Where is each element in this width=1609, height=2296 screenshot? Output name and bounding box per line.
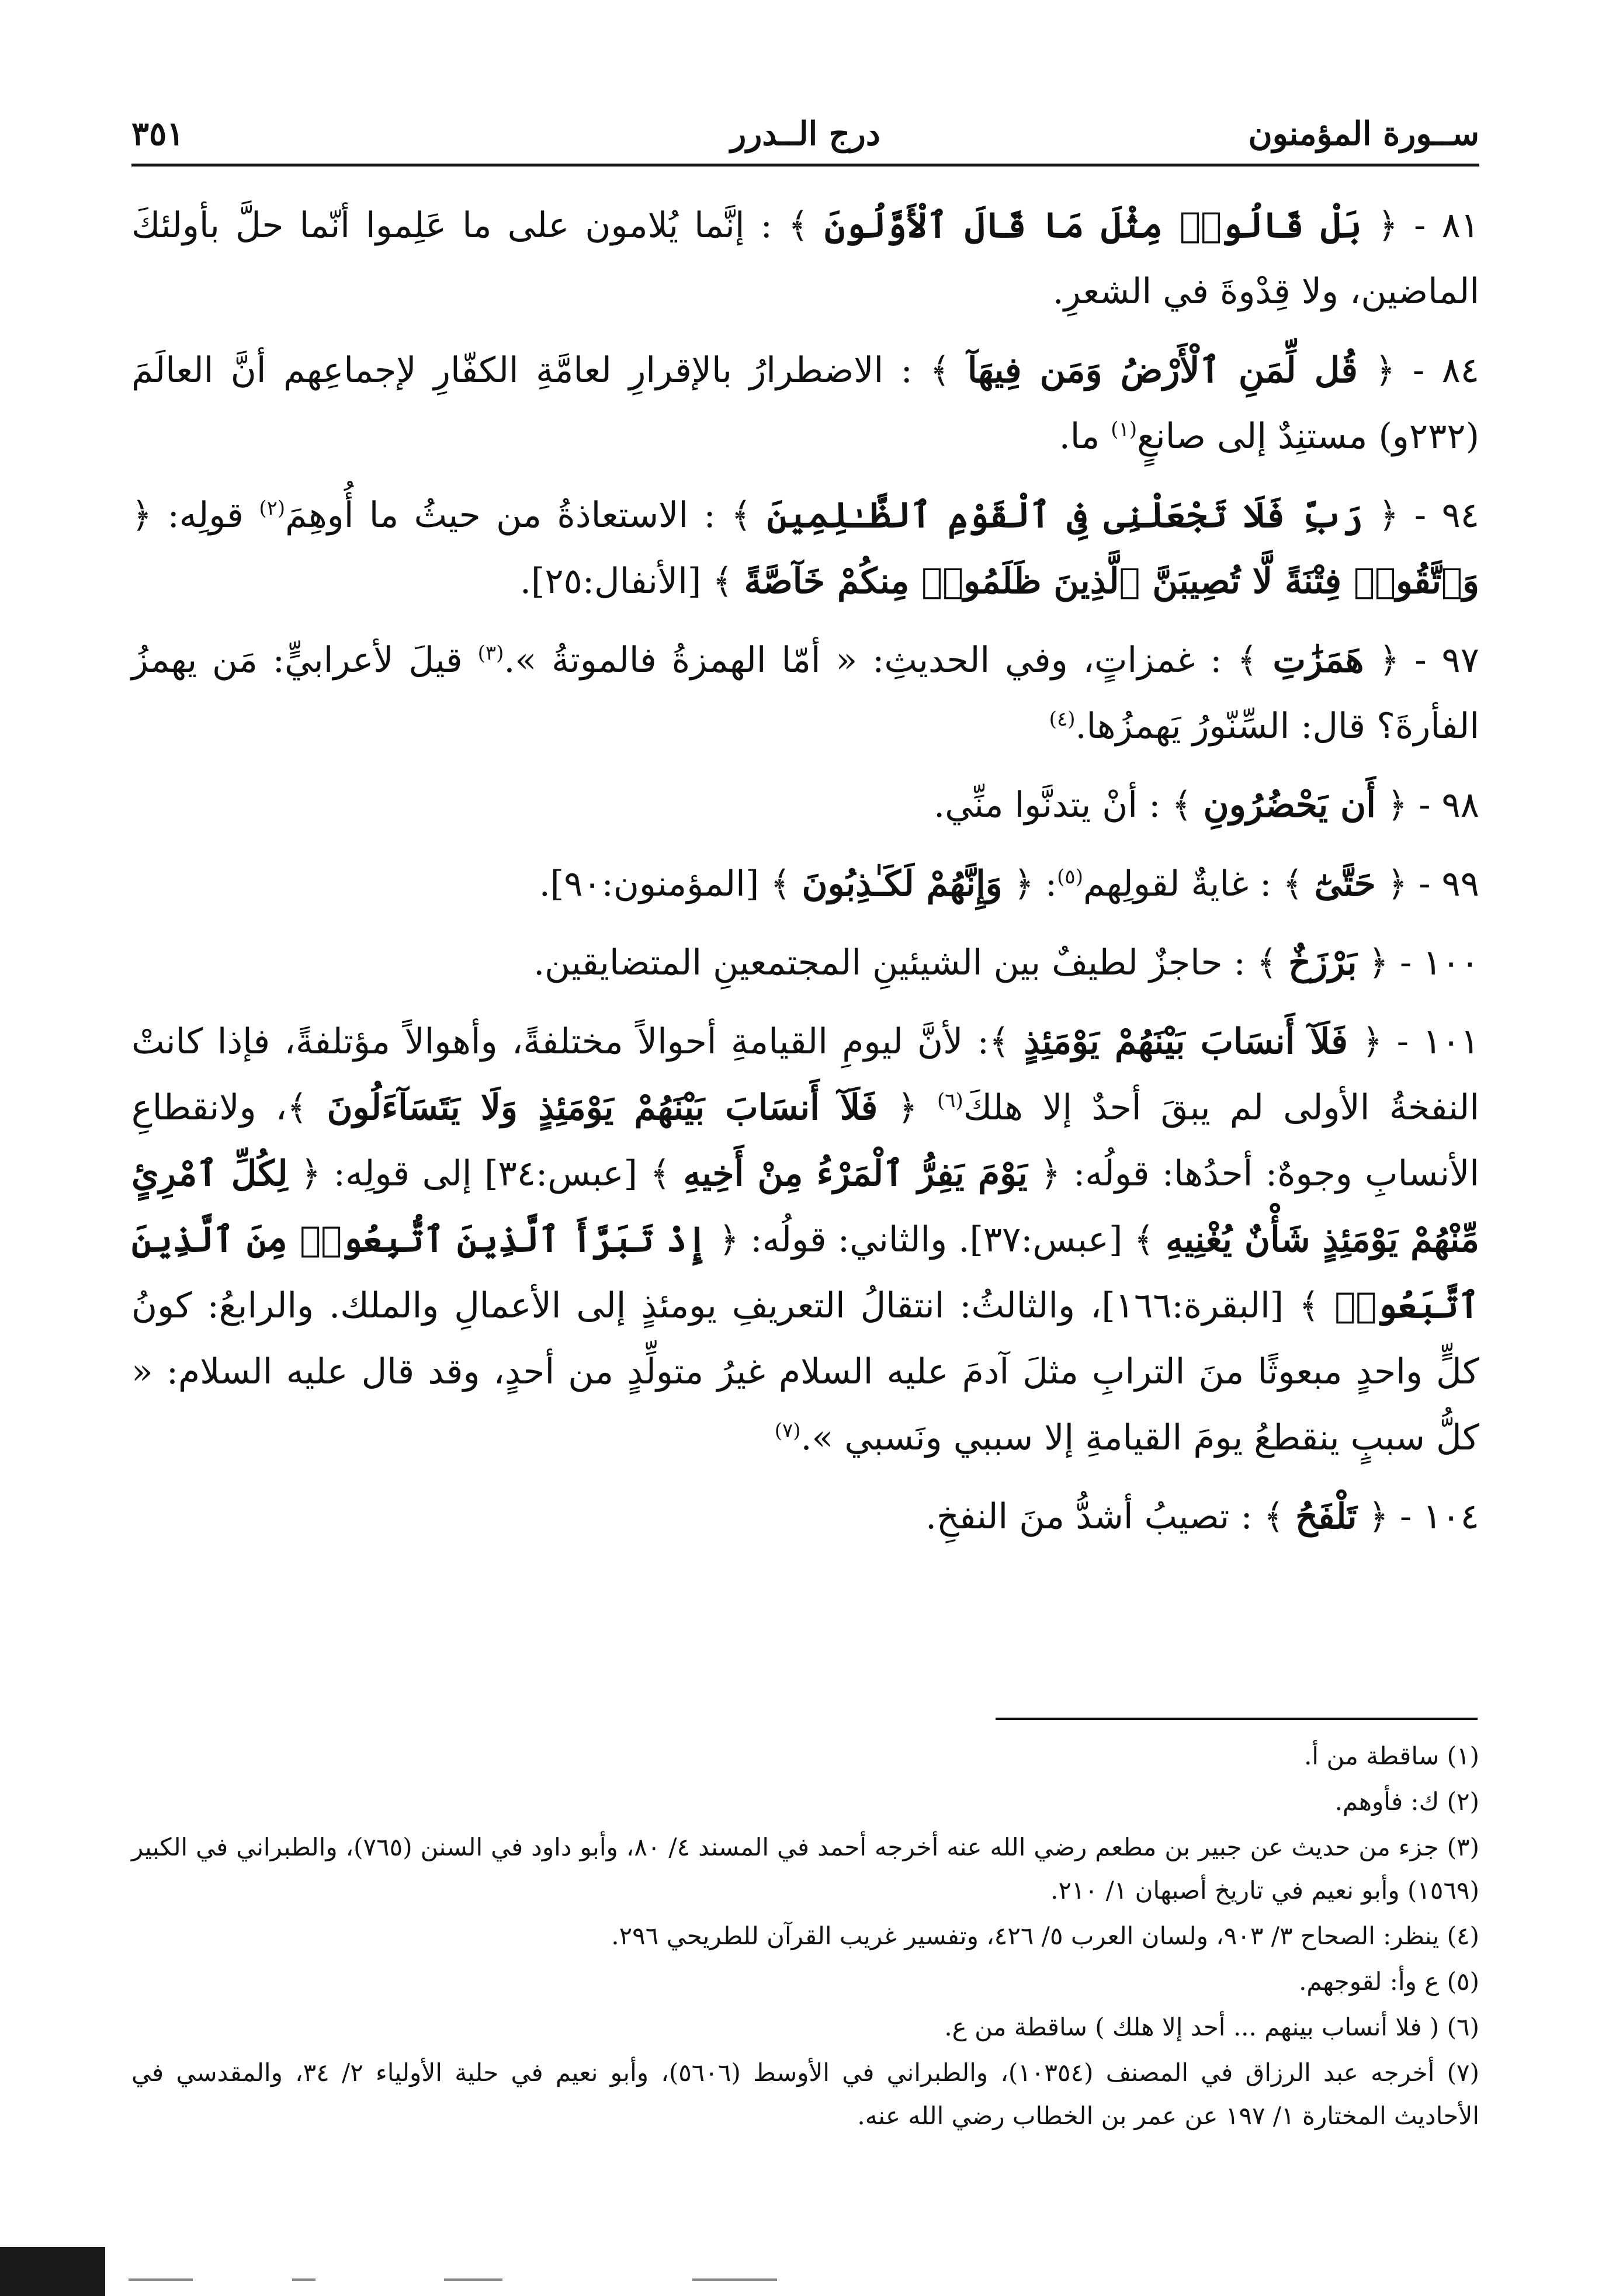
verse-number: ٩٧ - — [1414, 640, 1479, 681]
scan-artifact — [129, 2278, 193, 2281]
verse-number: ٨١ - — [1414, 205, 1479, 246]
commentary-text: [الأنفال:٢٥]. — [519, 561, 713, 602]
footnote: (٢) ك: فأوهم. — [1334, 1787, 1479, 1816]
main-text — [131, 193, 1479, 1563]
footnote-ref: (١) — [1111, 418, 1138, 441]
footnote: (٥) ع وأ: لقوجهم. — [1299, 1967, 1479, 1996]
verse-number: ٩٨ - — [1419, 785, 1479, 826]
footnote-ref: (٢) — [259, 497, 286, 520]
commentary-text: قيلَ لأعرابيٍّ: مَن يهمزُ الفأرةَ؟ قال: السِّنّورُ يَهمزُها. — [131, 640, 1479, 747]
quran-quote: ﴿ بَلْ قَالُوا۟ مِثْلَ مَا قَالَ ٱلْأَوَّلُونَ ﴾ — [788, 205, 1398, 246]
footnote: (٦) ( فلا أنساب بينهم ... أحد إلا هلك ) ساقطة من ع. — [944, 2013, 1479, 2041]
footnote-separator — [996, 1718, 1478, 1720]
quran-quote: ﴿ وَإِنَّهُمْ لَكَـٰذِبُونَ ﴾ — [770, 863, 1034, 904]
verse-number: ٩٤ - — [1414, 495, 1480, 536]
footnote: (١) ساقطة من أ. — [1304, 1742, 1479, 1770]
verse-entry — [131, 851, 1479, 917]
commentary-text — [918, 1087, 937, 1128]
page-number: ٣٥١ — [131, 115, 185, 153]
quran-quote: ﴿ فَلَآ أَنسَابَ بَيْنَهُمْ يَوْمَئِذٍ ﴾ — [989, 1021, 1382, 1062]
quran-quote: ﴿ حَتَّىٰٓ ﴾ — [1282, 863, 1407, 904]
footnote-ref: (٥) — [1057, 865, 1083, 889]
commentary-text: : إنَّما يُلامون على ما عَلِموا أنّما حلَّ بأولئكَ الماضين، ولا قِدْوةَ في الشعرِ. — [131, 205, 1479, 312]
commentary-text: [عبس:٣٤] إلى قولِه: — [321, 1153, 650, 1194]
quran-quote: ﴿ لِكُلِّ ٱمْرِئٍ مِّنْهُمْ يَوْمَئِذٍ شَأْنٌ يُغْنِيهِ ﴾ — [131, 1153, 1479, 1260]
footnotes — [131, 1732, 1479, 2140]
footnote-ref: (٤) — [1049, 707, 1076, 731]
commentary-text: : لأنَّ ليومِ القيامةِ أحوالاً مختلفةً، وأهوالاً مؤتلفةً، فإذا كانتْ النفخةُ الأولى لم يبقَ أحدٌ إلا هلكَ — [131, 1021, 1479, 1128]
verse-number: ٨٤ - — [1412, 350, 1480, 391]
verse-entry — [131, 193, 1479, 325]
commentary-text: : غمزاتٍ، وفي الحديثِ: « أمّا الهمزةُ فالموتةُ ». — [504, 640, 1237, 681]
verse-number: ١٠٤ - — [1399, 1496, 1479, 1537]
quran-quote: ﴿ قُل لِّمَنِ ٱلْأَرْضُ وَمَن فِيهَآ ﴾ — [930, 350, 1395, 391]
verse-entry — [131, 930, 1479, 996]
footnote: (٤) ينظر: الصحاح ٣/ ٩٠٣، ولسان العرب ٥/ ٤٢٦، وتفسير غريب القرآن للطريحي ٢٩٦. — [611, 1922, 1479, 1950]
verse-entry — [131, 1009, 1479, 1471]
commentary-text: : غايةٌ لقولِهم — [1083, 863, 1283, 904]
footnote: (٧) أخرجه عبد الرزاق في المصنف (١٠٣٥٤)، والطبراني في الأوسط (٥٦٠٦)، وأبو نعيم في حلية الأولياء ٢/ ٣٤، والمقدسي في الأحاديث المختارة ١/ ١٩٧ عن عمر بن الخطاب رضي الله عنه. — [131, 2058, 1479, 2130]
running-header — [131, 105, 1479, 167]
quran-quote: ﴿ يَوْمَ يَفِرُّ ٱلْمَرْءُ مِنْ أَخِيهِ ﴾ — [650, 1153, 1061, 1194]
quran-quote: ﴿ إِذْ تَبَرَّأَ ٱلَّذِينَ ٱتُّبِعُوا۟ مِنَ ٱلَّذِينَ ٱتَّبَعُوا۟ ﴾ — [131, 1219, 1479, 1326]
commentary-text: : أنْ يتدنَّوا منِّي. — [934, 785, 1172, 826]
footnote-ref: (٣) — [477, 641, 504, 665]
verse-number: ٩٩ - — [1419, 863, 1479, 904]
commentary-text: : — [1034, 863, 1057, 904]
quran-quote: ﴿ فَلَآ أَنسَابَ بَيْنَهُمْ يَوْمَئِذٍ وَلَا يَتَسَآءَلُونَ ﴾ — [287, 1087, 918, 1128]
quran-quote: ﴿ وَٱتَّقُوا۟ فِتْنَةً لَّا تُصِيبَنَّ ٱلَّذِينَ ظَلَمُوا۟ مِنكُمْ خَآصَّةً ﴾ — [131, 495, 1479, 602]
quran-quote: ﴿ هَمَزَٰتِ ﴾ — [1237, 640, 1399, 681]
commentary-text: : الاستعاذةُ من حيثُ ما أُوهِمَ — [285, 495, 731, 536]
quran-quote: ﴿ أَن يَحْضُرُونِ ﴾ — [1171, 785, 1407, 826]
verse-entry — [131, 1484, 1479, 1550]
commentary-text: [المؤمنون:٩٠]. — [539, 863, 771, 904]
header-book-title: درج الــدرر — [730, 115, 880, 153]
commentary-text: ما. — [1059, 416, 1111, 457]
commentary-text: : تصيبُ أشدُّ منَ النفخِ. — [925, 1496, 1264, 1537]
commentary-text: : حاجزٌ لطيفٌ بين الشيئينِ المجتمعينِ المتضايقين. — [533, 942, 1257, 983]
commentary-text: ، ولانقطاعِ الأنسابِ وجوهٌ: أحدُها: قولُه: — [131, 1087, 1479, 1194]
commentary-text: [عبس:٣٧]. والثاني: قولُه: — [739, 1219, 1134, 1260]
verse-number: ١٠١ - — [1396, 1021, 1479, 1062]
footnote-ref: (٧) — [774, 1419, 801, 1442]
quran-quote: ﴿ بَرْزَخٌ ﴾ — [1257, 942, 1389, 983]
scan-artifact — [444, 2278, 502, 2281]
header-surah-name: ســورة المؤمنون — [1248, 115, 1479, 153]
commentary-text: [البقرة:١٦٦]، والثالثُ: انتقالُ التعريفِ يومئذٍ إلى الأعمالِ والملك. والرابعُ: كونُ كلٍّ واحدٍ مبعوثًا منَ الترابِ مثلَ آدمَ عليه السلام غيرُ متولِّدٍ من أحدٍ، وقد قال عليه السلام: « كلُّ سببٍ ينقطعُ يومَ القيامةِ إلا سببي ونَسبي ». — [131, 1285, 1479, 1458]
scan-artifact — [292, 2278, 315, 2281]
verse-number: ١٠٠ - — [1399, 942, 1479, 983]
quran-quote: ﴿ رَبِّ فَلَا تَجْعَلْنِى فِى ٱلْقَوْمِ ٱلظَّـٰلِمِينَ ﴾ — [731, 495, 1399, 536]
footnote: (٣) جزء من حديث عن جبير بن مطعم رضي الله عنه أخرجه أحمد في المسند ٤/ ٨٠، وأبو داود في السنن (٧٦٥)، والطبراني في الكبير (١٥٦٩) وأبو نعيم في تاريخ أصبهان ١/ ٢١٠. — [131, 1833, 1479, 1905]
verse-entry — [131, 772, 1479, 838]
commentary-text: : الاضطرارُ بالإقرارِ لعامَّةِ الكفّارِ لإجماعِهم أنَّ العالَمَ (٢٣٢و) مستنِدٌ إلى صانعٍ — [131, 350, 1479, 457]
scan-artifact — [692, 2278, 777, 2281]
verse-entry — [131, 338, 1479, 470]
quran-quote: ﴿ تَلْفَحُ ﴾ — [1264, 1496, 1389, 1537]
scrollbar[interactable] — [0, 2247, 105, 2296]
commentary-text: قولِه: — [152, 495, 259, 536]
footnote-ref: (٦) — [937, 1089, 963, 1112]
verse-entry — [131, 483, 1479, 615]
verse-entry — [131, 627, 1479, 759]
